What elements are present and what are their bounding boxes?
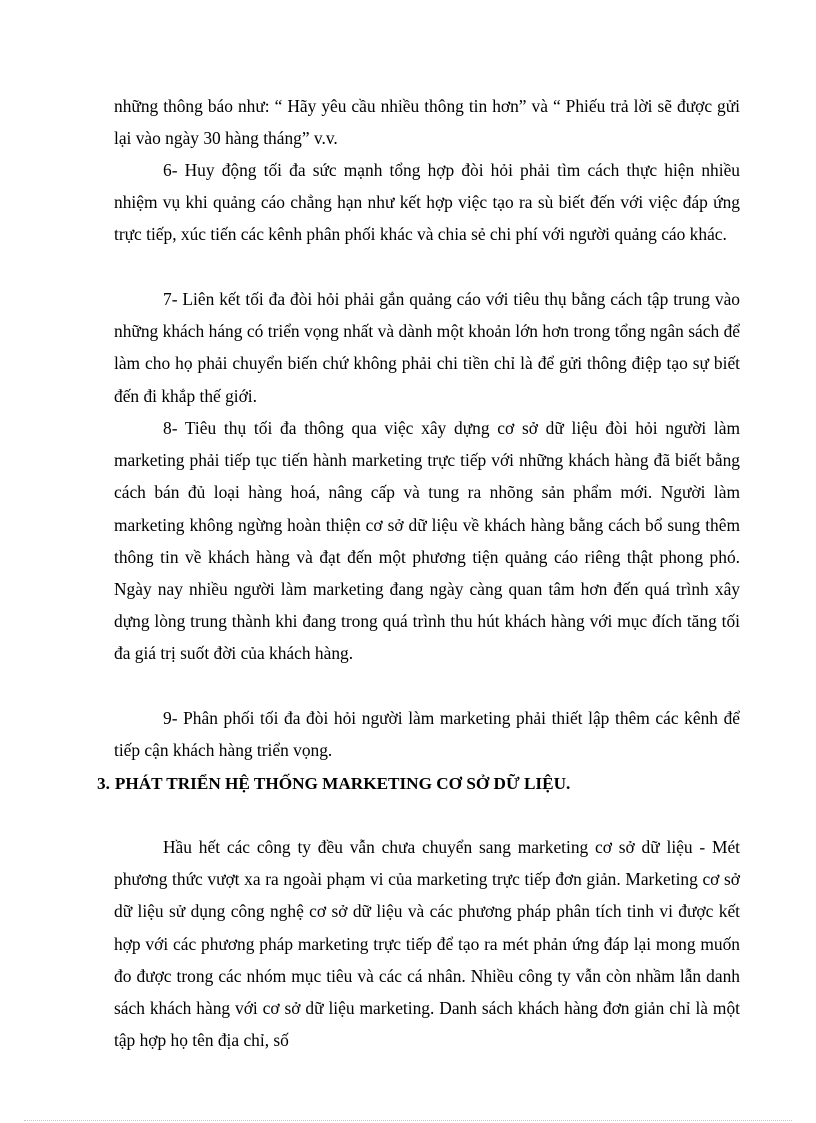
text-block-item-8: [114, 412, 740, 670]
page-bottom-divider: [24, 1120, 792, 1121]
paragraph-item-6: 6- Huy động tối đa sức mạnh tổng hợp đòi hỏi phải tìm cách thực hiện nhiều nhiệm vụ khi quảng cáo chẳng hạn như kết hợp việc tạo ra sù biết đến với việc đáp ứng trực tiếp, xúc tiến các kênh phân phối khác và chia sẻ chi phí với người quảng cáo khác.: [114, 160, 740, 245]
text-block-item-7: [114, 283, 740, 412]
paragraph-item-9: 9- Phân phối tối đa đòi hỏi người làm marketing phải thiết lập thêm các kênh để tiếp cận khách hàng triển vọng.: [114, 708, 740, 761]
section-heading: [97, 768, 757, 800]
paragraph-item-8: 8- Tiêu thụ tối đa thông qua việc xây dựng cơ sở dữ liệu đòi hỏi người làm marketing phải tiếp tục tiến hành marketing trực tiếp với những khách hàng đã biết bằng cách bán đủ loại hàng hoá, nâng cấp và tung ra nhõng sản phẩm mới. Người làm marketing không ngừng hoàn thiện cơ sở dữ liệu về khách hàng bằng cách bổ sung thêm thông tin về khách hàng và đạt đến một phương tiện quảng cáo riêng thật phong phó. Ngày nay nhiều người làm marketing đang ngày càng quan tâm hơn đến quá trình xây dựng lòng trung thành khi đang trong quá trình thu hút khách hàng với mục đích tăng tối đa giá trị suốt đời của khách hàng.: [114, 418, 740, 664]
paragraph-section-body: Hầu hết các công ty đều vẫn chưa chuyển sang marketing cơ sở dữ liệu - Mét phương thức vượt xa ra ngoài phạm vi của marketing trực tiếp đơn giản. Marketing cơ sở dữ liệu sử dụng công nghệ cơ sở dữ liệu và các phương pháp phân tích tinh vi được kết hợp với các phương pháp marketing trực tiếp để tạo ra mét phản ứng đáp lại mong muốn đo được trong các nhóm mục tiêu và các cá nhân. Nhiều công ty vẫn còn nhầm lẫn danh sách khách hàng với cơ sở dữ liệu marketing. Danh sách khách hàng đơn giản chỉ là một tập hợp họ tên địa chỉ, số: [114, 837, 740, 1051]
paragraph-item-7: 7- Liên kết tối đa đòi hỏi phải gắn quảng cáo với tiêu thụ bằng cách tập trung vào những khách háng có triển vọng nhất và dành một khoản lớn hơn trong tổng ngân sách để làm cho họ phải chuyển biến chứ không phải chi tiền chỉ là để gửi thông điệp tạo sự biết đến đi khắp thế giới.: [114, 289, 740, 406]
section-title: PHÁT TRIỂN HỆ THỐNG MARKETING CƠ SỞ DỮ LIỆU.: [114, 774, 571, 793]
text-block-continuation: [114, 90, 740, 154]
section-number: 3.: [97, 774, 110, 793]
text-block-item-6: [114, 154, 740, 251]
paragraph-continuation: những thông báo như: “ Hãy yêu cầu nhiều thông tin hơn” và “ Phiếu trả lời sẽ được gửi lại vào ngày 30 hàng tháng” v.v.: [114, 96, 740, 149]
text-block-item-9: [114, 702, 740, 766]
text-block-section-body: [114, 831, 740, 1056]
